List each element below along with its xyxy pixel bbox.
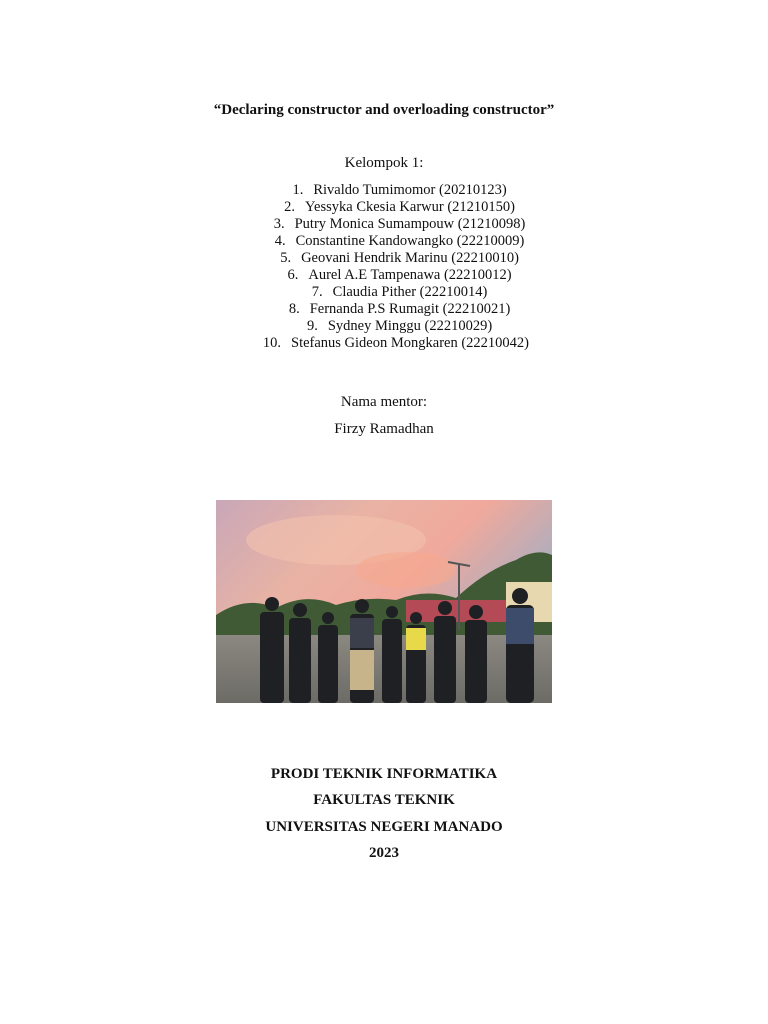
footer-program: PRODI TEKNIK INFORMATIKA (270, 766, 498, 782)
list-item: 10. Stefanus Gideon Mongkaren (22210042) (262, 335, 529, 351)
group-label: Kelompok 1: (344, 155, 424, 171)
list-item: 8. Fernanda P.S Rumagit (22210021) (288, 301, 511, 317)
list-item: 4. Constantine Kandowangko (22210009) (274, 233, 525, 249)
group-photo (216, 500, 552, 703)
list-item: 2. Yessyka Ckesia Karwur (21210150) (284, 199, 515, 215)
member-list (0, 182, 768, 352)
document-title: “Declaring constructor and overloading constructor” (213, 102, 555, 118)
footer-year: 2023 (369, 845, 399, 861)
list-item: 1. Rivaldo Tumimomor (20210123) (292, 182, 507, 198)
group-photo-illustration (216, 500, 552, 703)
footer-university: UNIVERSITAS NEGERI MANADO (265, 819, 503, 835)
list-item: 5. Geovani Hendrik Marinu (22210010) (280, 250, 519, 266)
mentor-name: Firzy Ramadhan (334, 421, 434, 437)
footer-faculty: FAKULTAS TEKNIK (313, 792, 455, 808)
mentor-label: Nama mentor: (340, 394, 428, 410)
list-item: 9. Sydney Minggu (22210029) (306, 318, 493, 334)
list-item: 7. Claudia Pither (22210014) (311, 284, 488, 300)
list-item: 6. Aurel A.E Tampenawa (22210012) (287, 267, 512, 283)
list-item: 3. Putry Monica Sumampouw (21210098) (273, 216, 526, 232)
